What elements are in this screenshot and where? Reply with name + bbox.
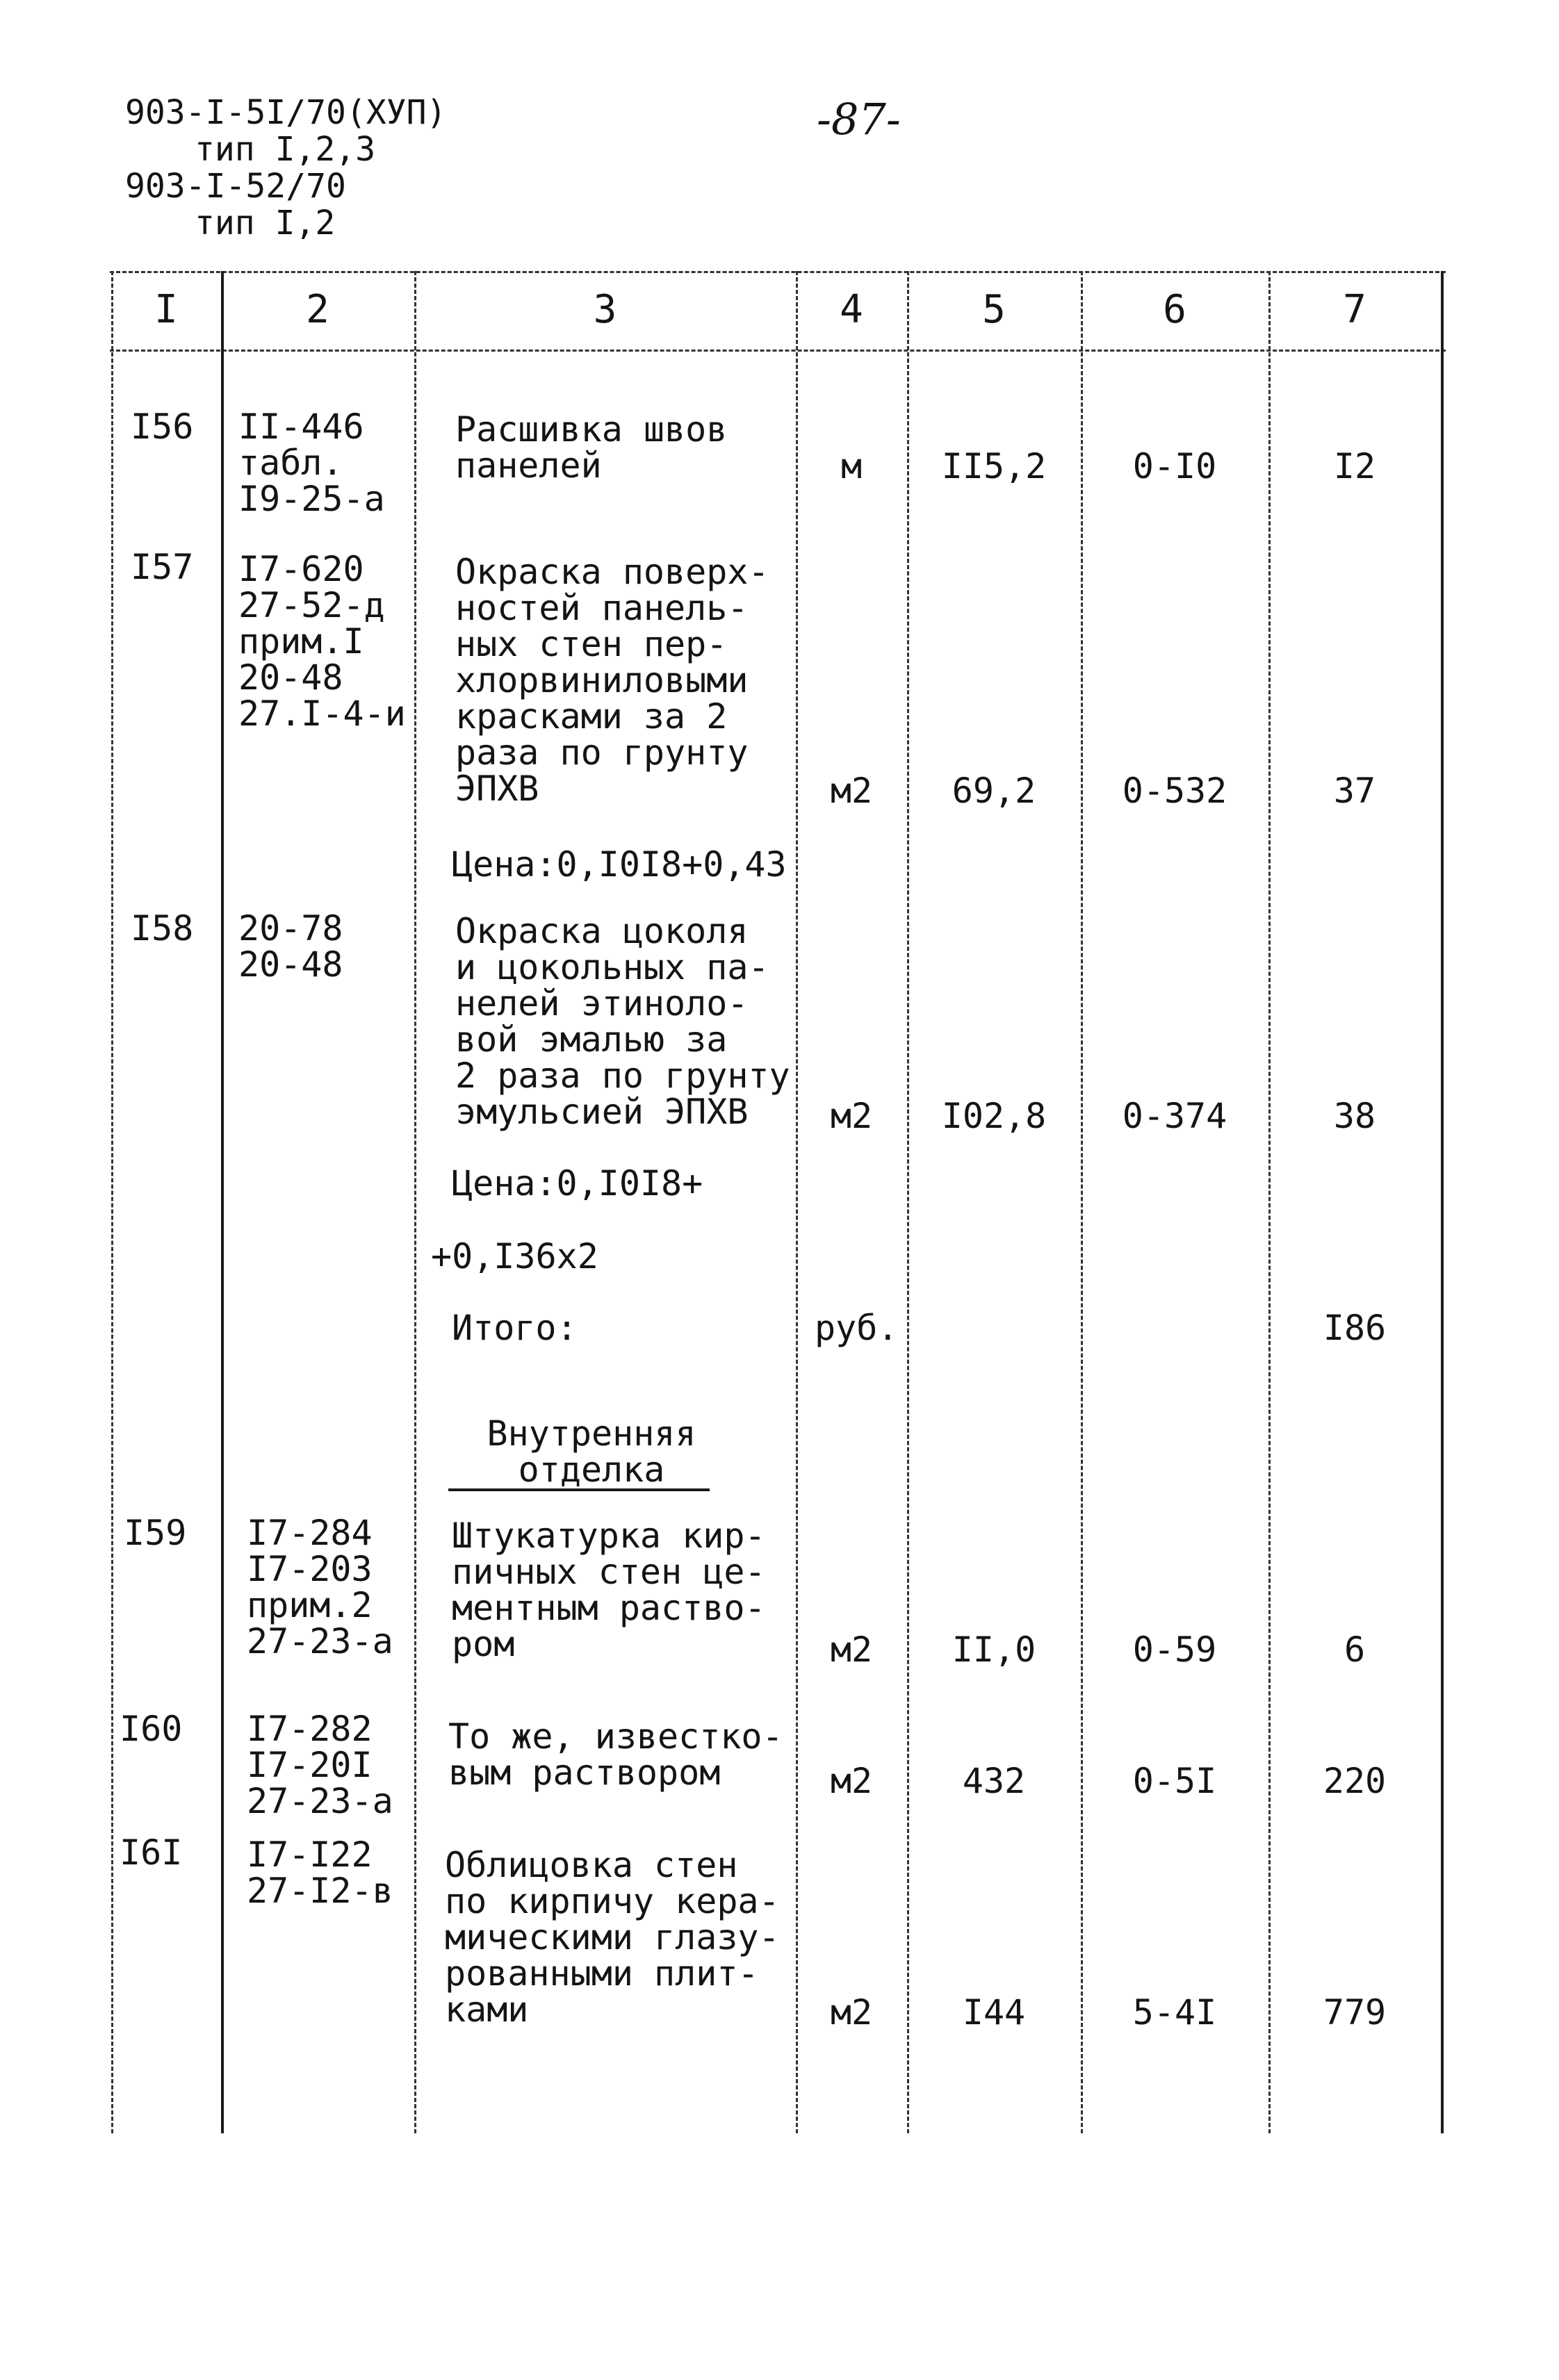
- row-code: I7-282 I7-20I 27-23-а: [247, 1709, 393, 1821]
- col-border-1: [221, 271, 224, 2133]
- row-unit-price: 0-374: [1122, 1096, 1227, 1136]
- row-number: I57: [131, 547, 194, 587]
- row-unit: м2: [830, 1761, 873, 1801]
- row-unit: м2: [830, 771, 873, 811]
- col-border-6: [1268, 271, 1271, 2133]
- section-heading: Внутренняя отделка: [487, 1413, 696, 1490]
- row-unit-price: 0-5I: [1132, 1761, 1217, 1801]
- subtotal-total: I86: [1323, 1308, 1387, 1348]
- col-border-0: [111, 271, 113, 2133]
- page-number: -87-: [817, 94, 901, 145]
- row-unit-price: 0-59: [1132, 1630, 1217, 1670]
- subtotal-unit: руб.: [815, 1308, 899, 1348]
- subtotal-label: Итого:: [452, 1308, 578, 1348]
- doc-type-2: тип I,2: [195, 204, 336, 243]
- row-total: 38: [1333, 1096, 1376, 1136]
- col-header-5: 5: [982, 287, 1006, 332]
- row-unit: м2: [830, 1992, 873, 2033]
- row-code: I7-284 I7-203 прим.2 27-23-а: [247, 1513, 393, 1661]
- row-quantity: 69,2: [952, 771, 1036, 811]
- col-border-5: [1081, 271, 1083, 2133]
- row-price-note-2: +0,I36x2: [431, 1236, 598, 1277]
- row-total: I2: [1333, 446, 1376, 486]
- col-border-7: [1441, 271, 1444, 2133]
- col-border-3: [796, 271, 798, 2133]
- row-description: Окраска поверх- ностей панель- ных стен пер- хлорвиниловыми красками за 2 раза по грунту ЭПХВ: [455, 552, 769, 809]
- row-unit-price: 0-I0: [1132, 446, 1217, 486]
- row-unit: м2: [830, 1096, 873, 1136]
- row-description: То же, известко- вым раствором: [448, 1716, 783, 1793]
- row-total: 220: [1323, 1761, 1387, 1801]
- row-quantity: I02,8: [941, 1096, 1047, 1136]
- row-code: I7-620 27-52-д прим.I 20-48 27.I-4-и: [238, 549, 406, 734]
- row-total: 37: [1333, 771, 1376, 811]
- row-number: I56: [131, 407, 194, 447]
- col-border-2: [414, 271, 416, 2133]
- row-code: II-446 табл. I9-25-а: [238, 407, 385, 519]
- doc-code-2: 903-I-52/70: [125, 167, 346, 206]
- row-unit-price: 5-4I: [1132, 1992, 1217, 2033]
- row-total: 779: [1323, 1992, 1387, 2033]
- row-code: 20-78 20-48: [238, 908, 343, 985]
- section-heading-underline: [448, 1488, 710, 1491]
- col-header-6: 6: [1163, 287, 1186, 332]
- row-number: I58: [131, 908, 194, 949]
- col-header-3: 3: [593, 287, 617, 332]
- doc-code-1: 903-I-5I/70(XУП): [125, 93, 447, 132]
- row-unit-price: 0-532: [1122, 771, 1227, 811]
- row-quantity: I44: [962, 1992, 1026, 2033]
- row-price-note: Цена:0,I0I8+0,43: [452, 844, 787, 885]
- doc-type-1: тип I,2,3: [195, 130, 376, 169]
- row-description: Облицовка стен по кирпичу кера- мическими глазу- рованными плит- ками: [445, 1845, 780, 2030]
- row-unit: м2: [830, 1630, 873, 1670]
- col-border-4: [907, 271, 909, 2133]
- col-header-1: I: [154, 287, 178, 332]
- header-separator: [110, 350, 1446, 352]
- row-number: I6I: [120, 1832, 183, 1873]
- table-top-border: [110, 271, 1446, 273]
- row-quantity: II5,2: [941, 446, 1047, 486]
- row-number: I59: [124, 1513, 187, 1553]
- row-number: I60: [120, 1709, 183, 1749]
- row-description: Штукатурка кир- пичных стен це- ментным раство- ром: [452, 1516, 766, 1664]
- row-total: 6: [1344, 1630, 1366, 1670]
- row-unit: м: [840, 446, 863, 486]
- row-quantity: II,0: [952, 1630, 1036, 1670]
- col-header-7: 7: [1343, 287, 1366, 332]
- row-description: Окраска цоколя и цокольных па- нелей этиноло- вой эмалью за 2 раза по грунту эмульсией ЭПХВ: [455, 911, 790, 1132]
- row-code: I7-I22 27-I2-в: [247, 1835, 393, 1911]
- row-price-note: Цена:0,I0I8+: [452, 1163, 703, 1204]
- row-quantity: 432: [962, 1761, 1026, 1801]
- col-header-2: 2: [306, 287, 329, 332]
- row-description: Расшивка швов панелей: [455, 409, 728, 486]
- col-header-4: 4: [840, 287, 863, 332]
